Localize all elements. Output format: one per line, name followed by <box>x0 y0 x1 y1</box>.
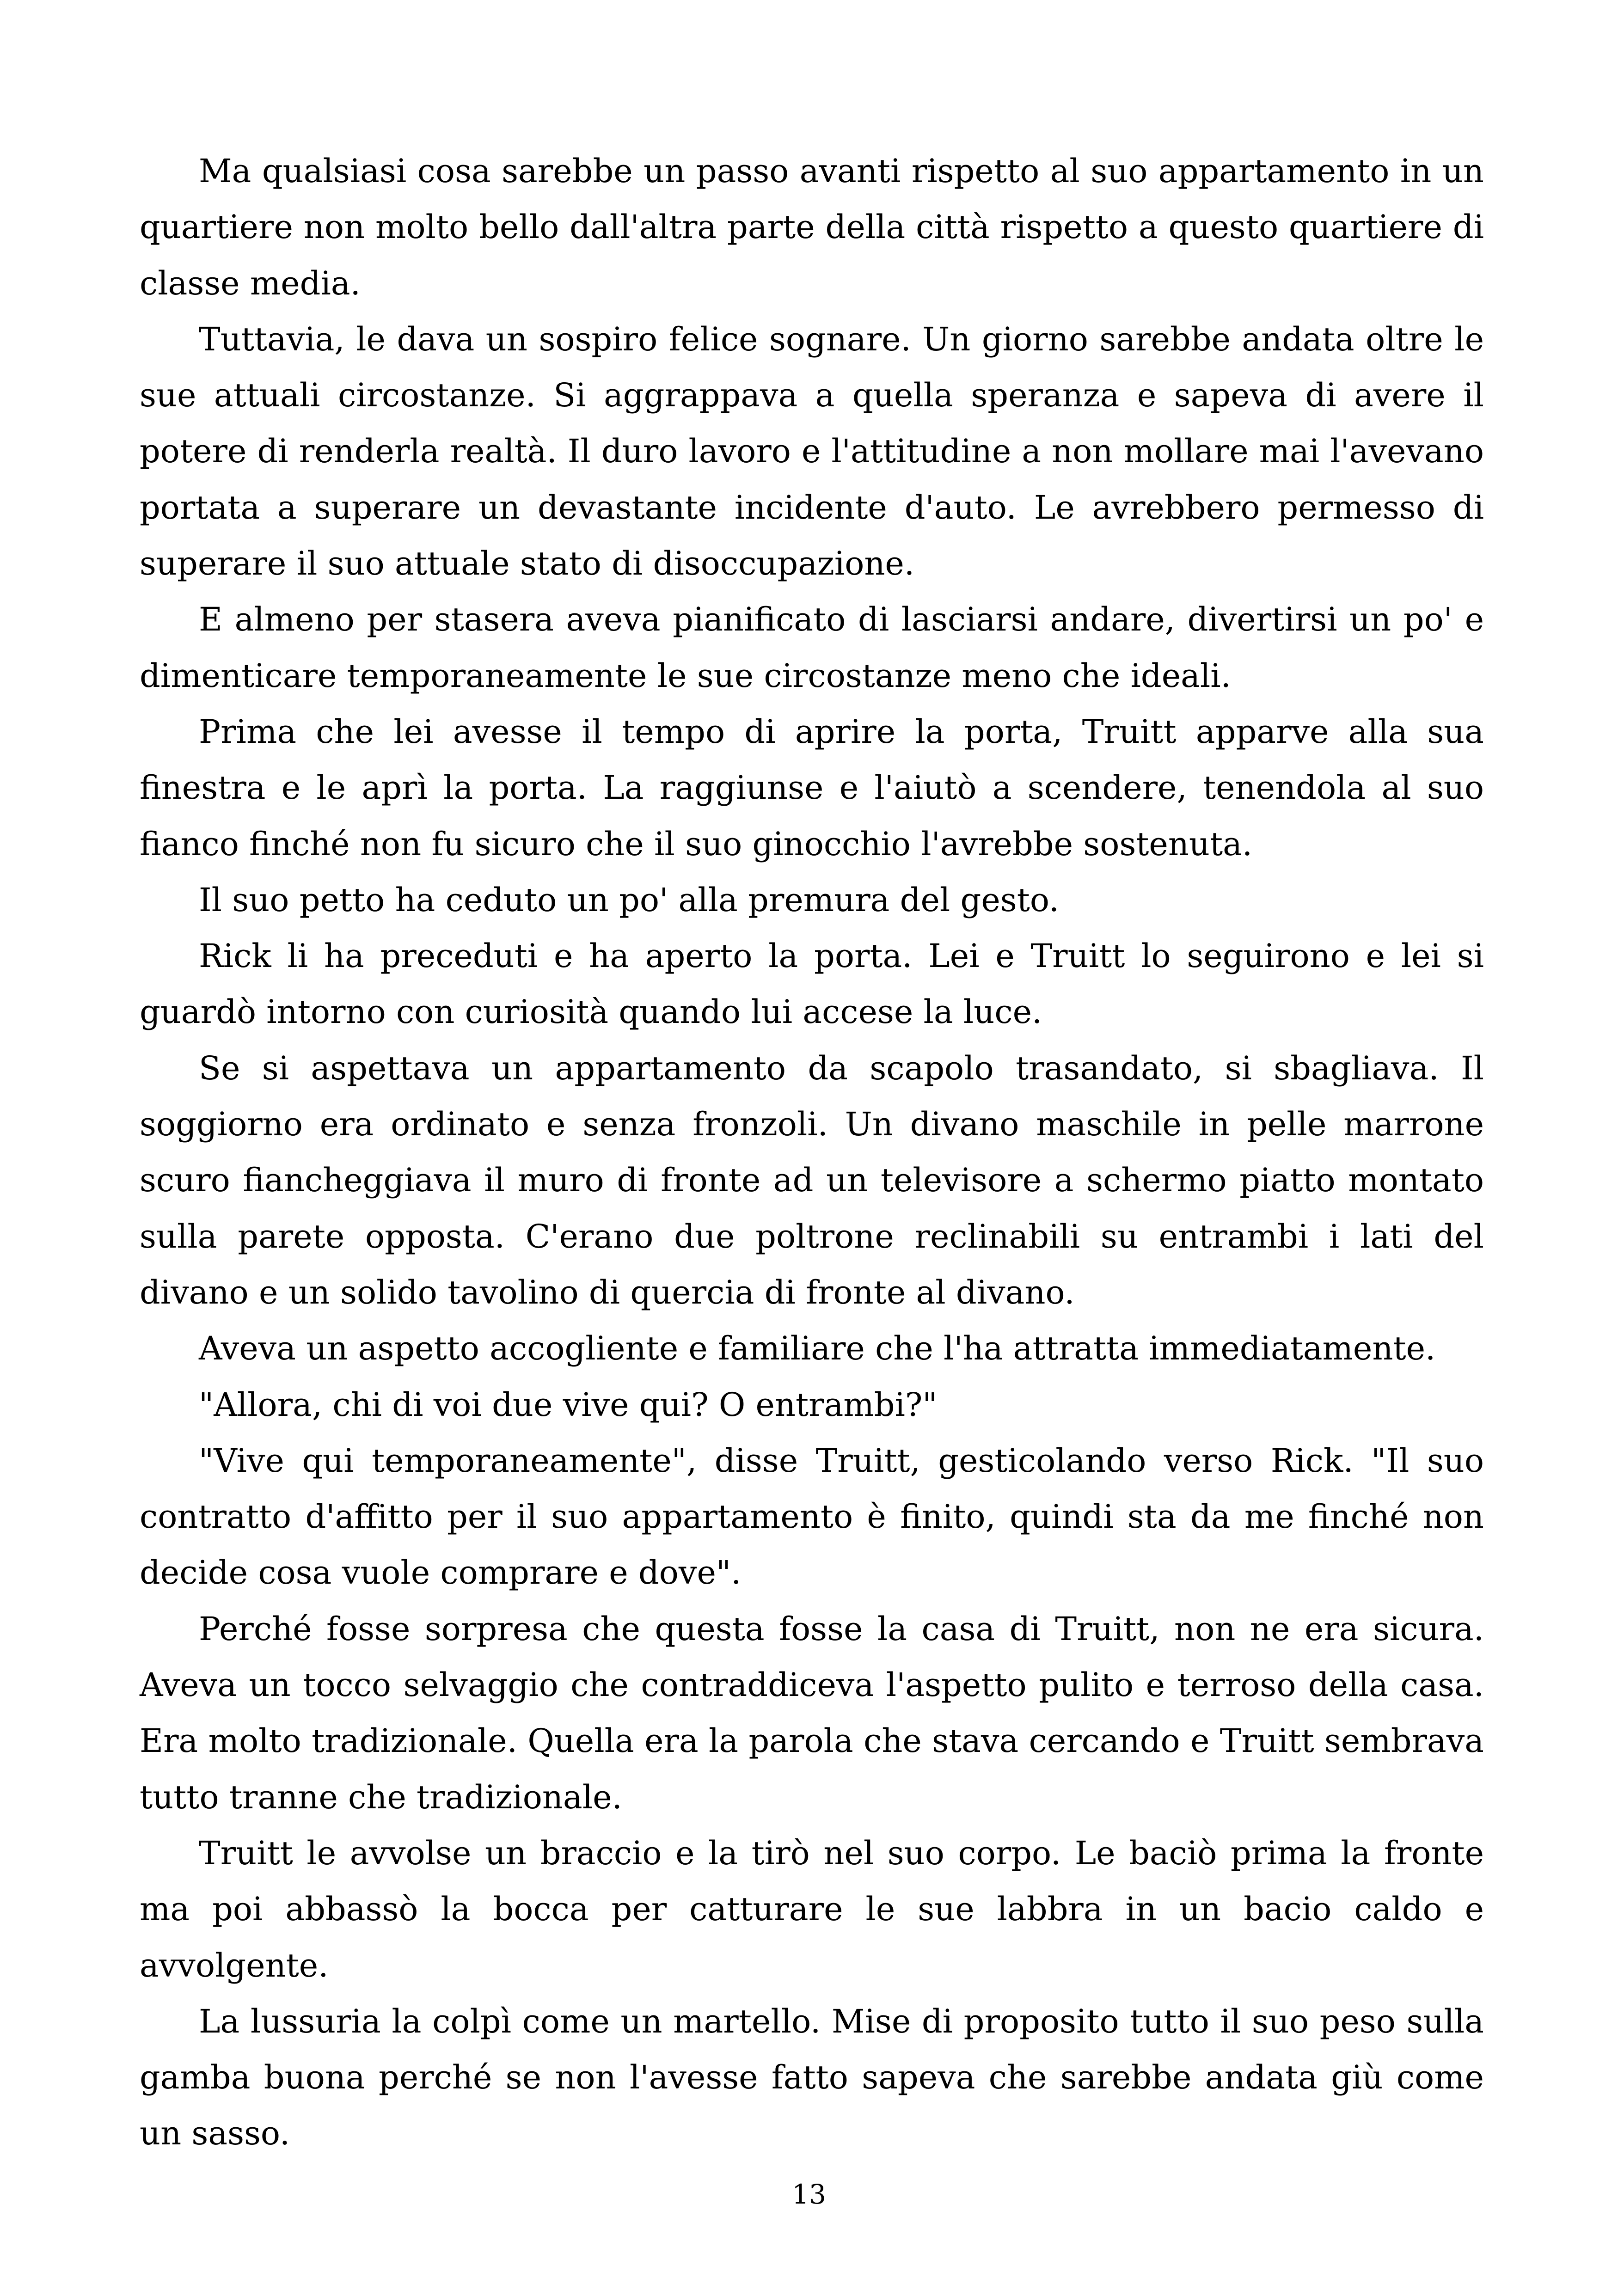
paragraph: Ma qualsiasi cosa sarebbe un passo avanti rispetto al suo appartamento in un quartiere non molto bello dall'altra parte della città rispetto a questo quartiere di classe media. <box>140 152 1484 302</box>
paragraph: Tuttavia, le dava un sospiro felice sognare. Un giorno sarebbe andata oltre le sue attuali circostanze. Si aggrappava a quella speranza e sapeva di avere il potere di renderla realtà. Il duro lavoro e l'attitudine a non mollare mai l'avevano portata a superare un devastante incidente d'auto. Le avrebbero permesso di superare il suo attuale stato di disoccupazione. <box>140 320 1484 583</box>
paragraph: "Allora, chi di voi due vive qui? O entrambi?" <box>199 1385 938 1424</box>
page-number: 13 <box>792 2179 826 2210</box>
paragraph: Perché fosse sorpresa che questa fosse la casa di Truitt, non ne era sicura. Aveva un tocco selvaggio che contraddiceva l'aspetto pulito e terroso della casa. Era molto tradizionale. Quella era la parola che stava cercando e Truitt sembrava tutto tranne che tradizionale. <box>140 1610 1484 1816</box>
paragraph: Se si aspettava un appartamento da scapolo trasandato, si sbagliava. Il soggiorno era ordinato e senza fronzoli. Un divano maschile in pelle marrone scuro fiancheggiava il muro di fronte ad un televisore a schermo piatto montato sulla parete opposta. C'erano due poltrone reclinabili su entrambi i lati del divano e un solido tavolino di quercia di fronte al divano. <box>140 1049 1484 1311</box>
paragraph: Aveva un aspetto accogliente e familiare che l'ha attratta immediatamente. <box>199 1329 1436 1368</box>
paragraph: "Vive qui temporaneamente", disse Truitt, gesticolando verso Rick. "Il suo contratto d'affitto per il suo appartamento è finito, quindi sta da me finché non decide cosa vuole comprare e dove". <box>140 1441 1484 1592</box>
paragraph: Prima che lei avesse il tempo di aprire la porta, Truitt apparve alla sua finestra e le aprì la porta. La raggiunse e l'aiutò a scendere, tenendola al suo fianco finché non fu sicuro che il suo ginocchio l'avrebbe sostenuta. <box>140 712 1484 863</box>
paragraph: E almeno per stasera aveva pianificato di lasciarsi andare, divertirsi un po' e dimenticare temporaneamente le sue circostanze meno che ideali. <box>140 600 1484 695</box>
paragraph: Truitt le avvolse un braccio e la tirò nel suo corpo. Le baciò prima la fronte ma poi abbassò la bocca per catturare le sue labbra in un bacio caldo e avvolgente. <box>140 1834 1484 1984</box>
paragraph: Il suo petto ha ceduto un po' alla premura del gesto. <box>199 881 1059 919</box>
page-text-body <box>140 143 1484 2162</box>
paragraph: Rick li ha preceduti e ha aperto la porta. Lei e Truitt lo seguirono e lei si guardò intorno con curiosità quando lui accese la luce. <box>140 937 1484 1031</box>
paragraph: La lussuria la colpì come un martello. Mise di proposito tutto il suo peso sulla gamba buona perché se non l'avesse fatto sapeva che sarebbe andata giù come un sasso. <box>140 2002 1484 2153</box>
